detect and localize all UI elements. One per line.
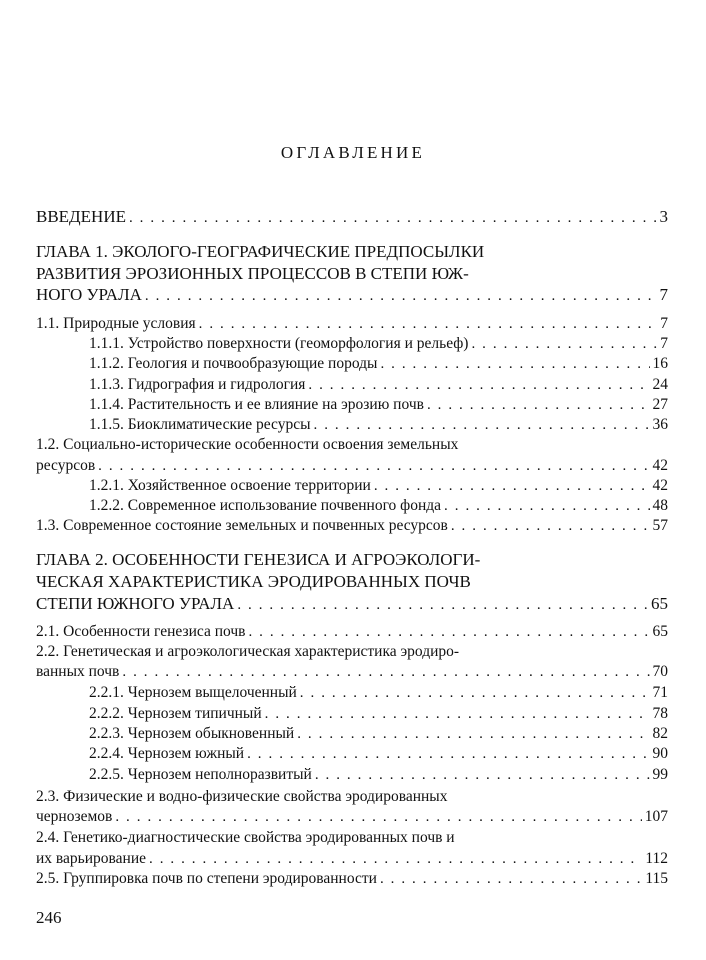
- dot-leader: [297, 726, 649, 743]
- dot-leader: [380, 356, 649, 373]
- toc-entry-title: 2.2.1. Чернозем выщелоченный: [89, 684, 297, 701]
- toc-entry-page: 16: [652, 355, 668, 372]
- toc-entry-title: 1.1.4. Растительность и ее влияние на эрозию почв: [89, 396, 424, 413]
- toc-entry-page: 82: [652, 725, 668, 742]
- toc-entry-title-line: ванных почв: [36, 663, 120, 680]
- toc-entry-2-5[interactable]: [36, 870, 668, 888]
- toc-entry-last-line: [36, 850, 668, 868]
- dot-leader: [308, 377, 649, 394]
- toc-entry-title: 1.1.5. Биоклиматические ресурсы: [89, 416, 311, 433]
- toc-entry-title: 2.2.3. Чернозем обыкновенный: [89, 725, 295, 742]
- toc-entry-title-line: их варьирование: [36, 850, 146, 867]
- chapter-title-line: СТЕПИ ЮЖНОГО УРАЛА: [36, 594, 235, 613]
- toc-entry-page: 78: [652, 705, 668, 722]
- toc-entry-page: 71: [652, 684, 668, 701]
- dot-leader: [115, 809, 641, 826]
- toc-entry-2-2-1[interactable]: [89, 684, 668, 702]
- toc-entry-1-1[interactable]: [36, 315, 668, 333]
- toc-entry-title-line: 2.4. Генетико-диагностические свойства эродированных почв и: [36, 829, 455, 846]
- toc-entry-page: 90: [652, 745, 668, 762]
- toc-entry-title: 1.1.2. Геология и почвообразующие породы: [89, 355, 378, 372]
- dot-leader: [300, 685, 650, 702]
- dot-leader: [380, 871, 642, 888]
- toc-entry-title: 2.2.2. Чернозем типичный: [89, 705, 262, 722]
- dot-leader: [451, 518, 650, 535]
- toc-entry-last-line: [36, 457, 668, 475]
- toc-entry-2-1[interactable]: [36, 623, 668, 641]
- toc-entry-title: 1.2.2. Современное использование почвенного фонда: [89, 497, 442, 514]
- toc-entry-1-1-4[interactable]: [89, 396, 668, 414]
- toc-entry-title-line: черноземов: [36, 808, 113, 825]
- toc-entry-page: 27: [652, 396, 668, 413]
- toc-heading: ОГЛАВЛЕНИЕ: [280, 143, 426, 162]
- dot-leader: [374, 478, 650, 495]
- chapter-title-line: РАЗВИТИЯ ЭРОЗИОННЫХ ПРОЦЕССОВ В СТЕПИ ЮЖ-: [36, 264, 469, 283]
- dot-leader: [237, 597, 648, 614]
- toc-entry-page: 7: [660, 315, 668, 332]
- dot-leader: [122, 664, 649, 681]
- toc-entry-intro[interactable]: [36, 207, 668, 227]
- toc-entry-page: 65: [652, 623, 668, 640]
- toc-entry-1-1-5[interactable]: [89, 416, 668, 434]
- toc-entry-page: 107: [644, 808, 668, 825]
- dot-leader: [248, 624, 649, 641]
- dot-leader: [129, 210, 657, 227]
- toc-entry-page: 42: [652, 477, 668, 494]
- toc-entry-title: 1.3. Современное состояние земельных и почвенных ресурсов: [36, 517, 448, 534]
- chapter-title-last-line: [36, 285, 668, 305]
- toc-entry-1-1-3[interactable]: [89, 376, 668, 394]
- chapter-title-line: ГЛАВА 2. ОСОБЕННОСТИ ГЕНЕЗИСА И АГРОЭКОЛОГИ-: [36, 550, 481, 569]
- toc-entry-title: 2.2.4. Чернозем южный: [89, 745, 245, 762]
- toc-entry-title: 1.1.3. Гидрография и гидрология: [89, 376, 306, 393]
- toc-entry-title: 1.1. Природные условия: [36, 315, 196, 332]
- dot-leader: [444, 498, 649, 515]
- toc-entry-title: ВВЕДЕНИЕ: [36, 207, 126, 226]
- toc-entry-page: 112: [645, 850, 668, 867]
- toc-entry-page: 24: [652, 376, 668, 393]
- toc-entry-last-line: [36, 663, 668, 681]
- toc-entry-page: 42: [652, 457, 668, 474]
- dot-leader: [471, 336, 657, 353]
- toc-entry-1-2-2[interactable]: [89, 497, 668, 515]
- toc-entry-page: 57: [652, 517, 668, 534]
- dot-leader: [149, 851, 642, 868]
- toc-entry-title: 1.1.1. Устройство поверхности (геоморфология и рельеф): [89, 335, 469, 352]
- toc-entry-page: 7: [660, 335, 668, 352]
- toc-entry-1-2-1[interactable]: [89, 477, 668, 495]
- toc-entry-title: 2.1. Особенности генезиса почв: [36, 623, 246, 640]
- toc-entry-last-line: [36, 808, 668, 826]
- toc-entry-page: 65: [651, 594, 668, 613]
- chapter-title-line: НОГО УРАЛА: [36, 285, 142, 304]
- toc-entry-page: 3: [659, 207, 668, 226]
- toc-entry-title-line: 2.3. Физические и водно-физические свойства эродированных: [36, 788, 448, 805]
- toc-entry-2-2-3[interactable]: [89, 725, 668, 743]
- dot-leader: [247, 746, 649, 763]
- dot-leader: [145, 288, 657, 305]
- chapter-title-line: ГЛАВА 1. ЭКОЛОГО-ГЕОГРАФИЧЕСКИЕ ПРЕДПОСЫЛКИ: [36, 242, 485, 261]
- chapter-title-last-line: [36, 594, 668, 614]
- toc-entry-title-line: ресурсов: [36, 457, 96, 474]
- page-number: 246: [36, 908, 62, 927]
- toc-entry-2-2-4[interactable]: [89, 745, 668, 763]
- dot-leader: [265, 706, 650, 723]
- dot-leader: [199, 316, 658, 333]
- toc-entry-page: 99: [652, 766, 668, 783]
- dot-leader: [98, 458, 649, 475]
- toc-entry-page: 70: [652, 663, 668, 680]
- toc-entry-2-2-2[interactable]: [89, 705, 668, 723]
- toc-entry-1-1-1[interactable]: [89, 335, 668, 353]
- chapter-title-line: ЧЕСКАЯ ХАРАКТЕРИСТИКА ЭРОДИРОВАННЫХ ПОЧВ: [36, 572, 471, 591]
- toc-entry-page: 48: [652, 497, 668, 514]
- toc-entry-1-1-2[interactable]: [89, 355, 668, 373]
- dot-leader: [427, 397, 650, 414]
- toc-entry-title: 2.2.5. Чернозем неполноразвитый: [89, 766, 312, 783]
- dot-leader: [315, 767, 650, 784]
- toc-entry-page: 7: [659, 285, 668, 304]
- toc-entry-title: 1.2.1. Хозяйственное освоение территории: [89, 477, 371, 494]
- dot-leader: [314, 417, 650, 434]
- toc-entry-title: 2.5. Группировка почв по степени эродированности: [36, 870, 377, 887]
- toc-entry-title-line: 1.2. Социально-исторические особенности освоения земельных: [36, 436, 459, 453]
- toc-entry-2-2-5[interactable]: [89, 766, 668, 784]
- toc-entry-page: 115: [645, 870, 668, 887]
- toc-entry-page: 36: [652, 416, 668, 433]
- toc-entry-title-line: 2.2. Генетическая и агроэкологическая характеристика эродиро-: [36, 643, 460, 660]
- toc-entry-1-3[interactable]: [36, 517, 668, 535]
